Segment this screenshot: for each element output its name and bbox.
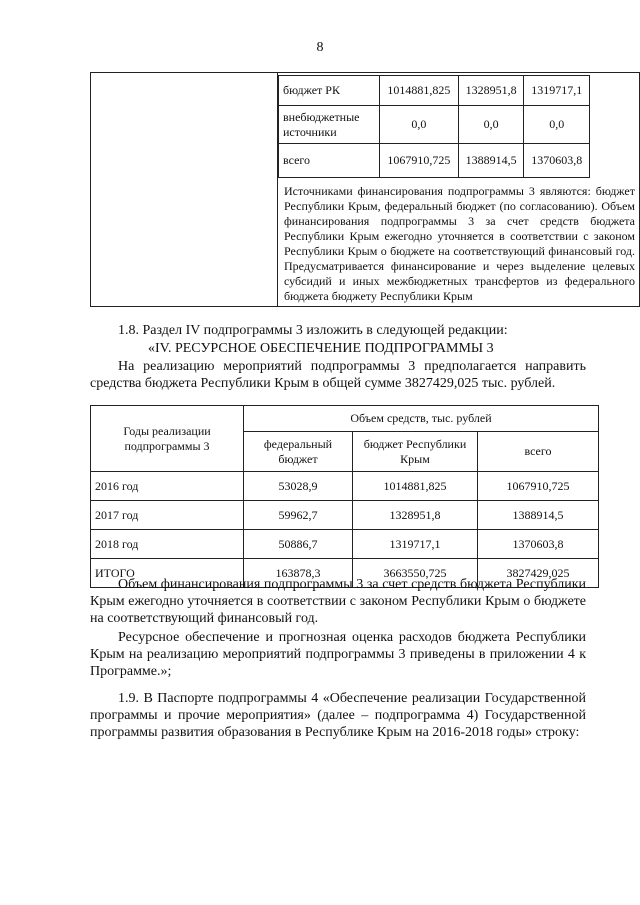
table-cell: 1370603,8 — [478, 530, 599, 559]
year-cell: 2018 год — [91, 530, 244, 559]
table-cell: 3827429,025 — [478, 559, 599, 588]
table-cell: 59962,7 — [244, 501, 353, 530]
total-label-cell: ИТОГО — [91, 559, 244, 588]
section-1-9-text: 1.9. В Паспорте подпрограммы 4 «Обеспечение реализации Государственной программы и прочие мероприятия» (далее – подпрограмма 4) Государственной программы развития образования в Республике Крым на 2016-2018 годы» строку: — [90, 691, 586, 740]
row-label: внебюджетные источники — [279, 106, 380, 144]
section-heading: «IV. РЕСУРСНОЕ ОБЕСПЕЧЕНИЕ ПОДПРОГРАММЫ 3 — [148, 341, 494, 356]
col-header-total: всего — [478, 432, 599, 472]
table-cell: 1370603,8 — [524, 144, 590, 178]
row-label: всего — [279, 144, 380, 178]
table-row — [91, 501, 599, 530]
table-cell: 1067910,725 — [478, 472, 599, 501]
table-row — [279, 76, 590, 106]
table-row — [279, 144, 590, 178]
year-cell: 2017 год — [91, 501, 244, 530]
section-intro: На реализацию мероприятий подпрограммы 3 предполагается направить средства бюджета Республики Крым в общей сумме 3827429,025 тыс. рублей. — [90, 359, 586, 391]
table-cell: 0,0 — [380, 106, 459, 144]
passport-table-continuation — [90, 72, 640, 307]
table-cell: 53028,9 — [244, 472, 353, 501]
table-cell: 0,0 — [458, 106, 524, 144]
table-cell: 50886,7 — [244, 530, 353, 559]
table-cell: 163878,3 — [244, 559, 353, 588]
table-cell: 1319717,1 — [524, 76, 590, 106]
table-cell: 1388914,5 — [478, 501, 599, 530]
col-header-volume: Объем средств, тыс. рублей — [244, 406, 599, 432]
paragraph-funding-note: Объем финансирования подпрограммы 3 за счет средств бюджета Республики Крым ежегодно уточняется в соответствии с законом Республики Крым о бюджете на соответствующий финансовый год. — [90, 577, 586, 626]
table-row — [279, 106, 590, 144]
section-1-8-line: 1.8. Раздел IV подпрограммы 3 изложить в следующей редакции: — [118, 323, 508, 338]
row-label: бюджет РК — [279, 76, 380, 106]
table-cell: 3663550,725 — [353, 559, 478, 588]
passport-left-cell — [91, 73, 278, 307]
table-cell: 1014881,825 — [353, 472, 478, 501]
table-cell: 0,0 — [524, 106, 590, 144]
table-cell: 1067910,725 — [380, 144, 459, 178]
table-row — [91, 472, 599, 501]
table-cell: 1014881,825 — [380, 76, 459, 106]
col-header-rk: бюджет Республики Крым — [353, 432, 478, 472]
table-cell: 1388914,5 — [458, 144, 524, 178]
table-cell: 1319717,1 — [353, 530, 478, 559]
paragraph-appendix-note: Ресурсное обеспечение и прогнозная оценка расходов бюджета Республики Крым на реализацию мероприятий подпрограммы 3 приведены в приложении 4 к Программе.»; — [90, 630, 586, 679]
passport-right-cell — [278, 73, 640, 307]
col-header-federal: федеральный бюджет — [244, 432, 353, 472]
page-number: 8 — [316, 40, 324, 55]
table-row — [91, 530, 599, 559]
funding-sources-table — [278, 75, 590, 178]
table-cell: 1328951,8 — [353, 501, 478, 530]
year-cell: 2016 год — [91, 472, 244, 501]
resources-table — [90, 405, 599, 588]
col-header-years: Годы реализации подпрограммы 3 — [91, 406, 244, 472]
funding-sources-text: Источниками финансирования подпрограммы 3 являются: бюджет Республики Крым, федеральный бюджет (по согласованию). Объем финансирования подпрограммы 3 за счет средств бюджета Республики Крым ежегодно уточняется в соответствии с законом Республики Крым о бюджете на соответствующий финансовый год. Предусматривается финансирование и через выделение целевых субсидий и иных межбюджетных трансфертов из федерального бюджета бюджету Республики Крым — [284, 184, 635, 303]
table-cell: 1328951,8 — [458, 76, 524, 106]
